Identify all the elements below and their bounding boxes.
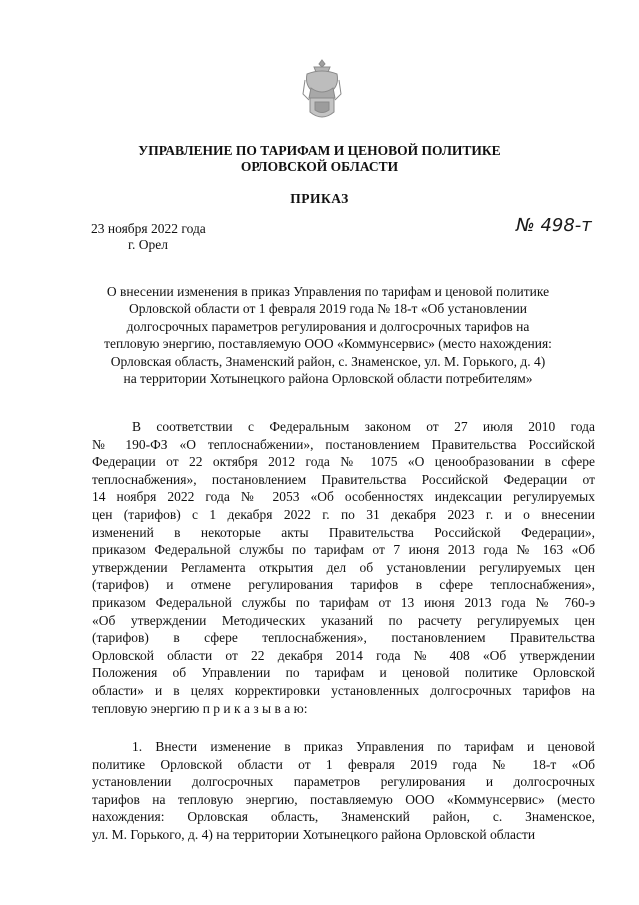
document-type-title: ПРИКАЗ (290, 191, 349, 206)
document-subject (78, 283, 578, 387)
item-1-line: 1. Внести изменение в приказ Управления по тарифам и ценовой (132, 739, 595, 754)
organization-name-line-1: УПРАВЛЕНИЕ ПО ТАРИФАМ И ЦЕНОВОЙ ПОЛИТИКЕ (138, 143, 501, 158)
document-number: № 498-т (516, 215, 592, 236)
subject-line: О внесении изменения в приказ Управления по тарифам и ценовой политике (106, 284, 550, 299)
item-1-line: нахождения: Орловская область, Знаменский район, с. Знаменское, (92, 809, 595, 825)
coat-of-arms-emblem-icon (301, 58, 343, 124)
preamble-line: (тарифов) в сфере теплоснабжения», постановлением Правительства (92, 630, 595, 646)
preamble-line: «Об утверждении Методических указаний по расчету регулируемых цен (92, 612, 595, 628)
item-1-paragraph (92, 738, 595, 844)
preamble-line: (тарифов) и отмене регулирования тарифов в сфере теплоснабжения», (92, 577, 595, 593)
subject-line: Орловской области от 1 февраля 2019 года № 18-т «Об установлении (129, 301, 527, 317)
subject-line: Орловская область, Знаменский район, с. Знаменское, ул. М. Горького, д. 4) (110, 353, 546, 369)
subject-line: долгосрочных параметров регулирования и долгосрочных тарифов на (126, 318, 530, 334)
organization-name-line-2: ОРЛОВСКОЙ ОБЛАСТИ (240, 159, 399, 174)
preamble-line: приказом Федеральной службы по тарифам от 13 июня 2013 года № 760-э (92, 594, 595, 610)
preamble-line: Положения об Управлении по тарифам и ценовой политике Орловской (92, 665, 595, 681)
item-1-line: тарифов на тепловую энергию, поставляемую ООО «Коммунсервис» (место (92, 791, 595, 807)
preamble-line: изменений в некоторые акты Правительства Российской Федерации», (92, 524, 595, 540)
preamble-line: цен (тарифов) с 1 декабря 2022 г. по 31 декабря 2023 г. и о внесении (92, 506, 595, 522)
preamble-line: области» и в целях корректировки установленных долгосрочных тарифов на (92, 682, 595, 698)
preamble-line: № 190-ФЗ «О теплоснабжении», постановлением Правительства Российской (92, 436, 595, 452)
preamble-line: утверждении Регламента открытия дел об установлении регулируемых цен (92, 559, 595, 575)
item-1-line: установлении долгосрочных параметров регулирования и долгосрочных (92, 774, 595, 790)
preamble-paragraph (92, 418, 595, 717)
preamble-line: Орловской области от 22 декабря 2014 года № 408 «Об утверждении (92, 647, 595, 663)
preamble-line: тепловую энергию п р и к а з ы в а ю: (92, 700, 308, 716)
preamble-line: В соответствии с Федеральным законом от 27 июля 2010 года (132, 419, 595, 434)
subject-line: на территории Хотынецкого района Орловской области потребителям» (123, 371, 533, 387)
item-1-line: политике Орловской области от 1 февраля 2019 года № 18-т «Об (92, 756, 595, 772)
preamble-line: Федерации от 22 октября 2012 года № 1075 «О ценообразовании в сфере (92, 454, 595, 470)
preamble-line: теплоснабжения», постановлением Правительства Российской Федерации от (92, 471, 595, 487)
document-city: г. Орел (128, 237, 168, 252)
document-date: 23 ноября 2022 года (91, 221, 206, 236)
item-1-line: ул. М. Горького, д. 4) на территории Хотынецкого района Орловской области (92, 826, 536, 842)
preamble-line: 14 ноября 2022 года № 2053 «Об особенностях индексации регулируемых (92, 489, 595, 505)
subject-line: тепловую энергию, поставляемую ООО «Коммунсервис» (место нахождения: (104, 336, 552, 352)
preamble-line: приказом Федеральной службы по тарифам от 7 июня 2013 года № 163 «Об (92, 542, 595, 558)
